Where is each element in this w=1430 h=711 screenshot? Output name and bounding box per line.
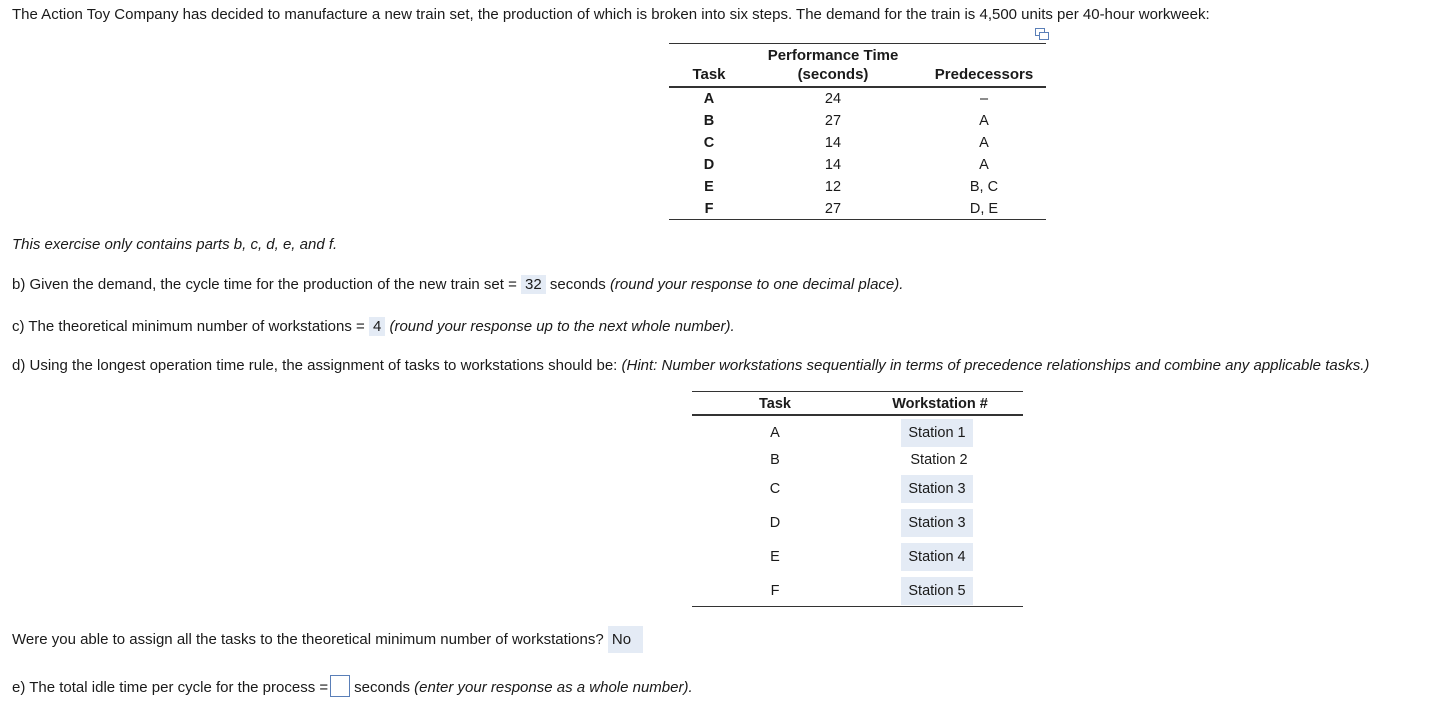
part-c-prefix: c) The theoretical minimum number of workstations = [12,318,365,335]
station-select[interactable]: Station 3 [901,509,973,537]
cell-time: 14 [824,135,842,151]
cell-pred: A [979,135,989,151]
part-e-suffix: seconds [354,679,410,696]
part-e-hint: (enter your response as a whole number). [414,679,693,696]
cell-time: 27 [824,201,842,217]
station-select[interactable]: Station 5 [901,577,973,605]
min-workstations-answer[interactable]: 4 [369,317,385,336]
cell-time: 12 [824,179,842,195]
cell-task: E [770,549,780,565]
cycle-time-answer[interactable]: 32 [521,275,546,294]
table-bottom-rule [669,219,1046,220]
station-select[interactable]: Station 4 [901,543,973,571]
cell-task: A [703,91,715,107]
cell-pred: A [979,113,989,129]
idle-time-input[interactable] [330,675,350,697]
copy-icon[interactable] [1035,28,1049,40]
col-header-predecessors: Predecessors [934,66,1034,83]
part-d-hint: (Hint: Number workstations sequentially in terms of precedence relationships and combine any applicable tasks.) [621,357,1370,374]
station-value: Station 2 [910,452,968,468]
col-header-workstation: Workstation # [892,396,988,412]
col-header-time-line2: (seconds) [797,66,869,83]
intro-text: The Action Toy Company has decided to manufacture a new train set, the production of which is broken into six steps. The demand for the train is 4,500 units per 40-hour workweek: [12,6,1210,23]
cell-pred: A [979,157,989,173]
table-header-rule [669,86,1046,88]
cell-task: D [703,157,715,173]
cell-task: F [770,583,780,599]
table-top-rule [669,43,1046,44]
cell-pred: B, C [969,179,999,195]
part-b-suffix: seconds [549,276,606,293]
min-question-answer[interactable]: No [608,626,643,653]
cell-task: C [769,481,781,497]
station-select[interactable]: Station 3 [901,475,973,503]
part-d-prefix: d) Using the longest operation time rule, the assignment of tasks to workstations should be: [12,357,618,374]
cell-task: E [704,179,714,195]
min-question [12,631,643,648]
part-d [12,357,1369,374]
table-bottom-rule [692,606,1023,607]
station-select[interactable]: Station 1 [901,419,973,447]
part-b-prefix: b) Given the demand, the cycle time for the production of the new train set = [12,276,517,293]
part-b-hint: (round your response to one decimal place). [609,276,904,293]
cell-task: F [704,201,714,217]
cell-task: D [769,515,781,531]
exercise-note: This exercise only contains parts b, c, d, e, and f. [12,236,338,253]
col-header-time-line1: Performance Time [767,47,899,64]
part-c-hint: (round your response up to the next whole number). [389,318,735,335]
cell-time: 14 [824,157,842,173]
cell-task: C [703,135,715,151]
part-e-prefix: e) The total idle time per cycle for the process = [12,679,329,696]
part-e [12,675,693,697]
table-top-rule [692,391,1023,392]
cell-task: B [703,113,715,129]
min-question-text: Were you able to assign all the tasks to the theoretical minimum number of workstations? [12,631,604,648]
col-header-task: Task [759,396,791,412]
cell-time: 27 [824,113,842,129]
cell-pred: – [979,91,989,107]
part-b [12,276,903,293]
part-c [12,318,735,335]
col-header-task: Task [692,66,726,83]
table-header-rule [692,414,1023,416]
cell-time: 24 [824,91,842,107]
cell-task: A [770,425,780,441]
cell-task: B [770,452,780,468]
cell-pred: D, E [969,201,999,217]
